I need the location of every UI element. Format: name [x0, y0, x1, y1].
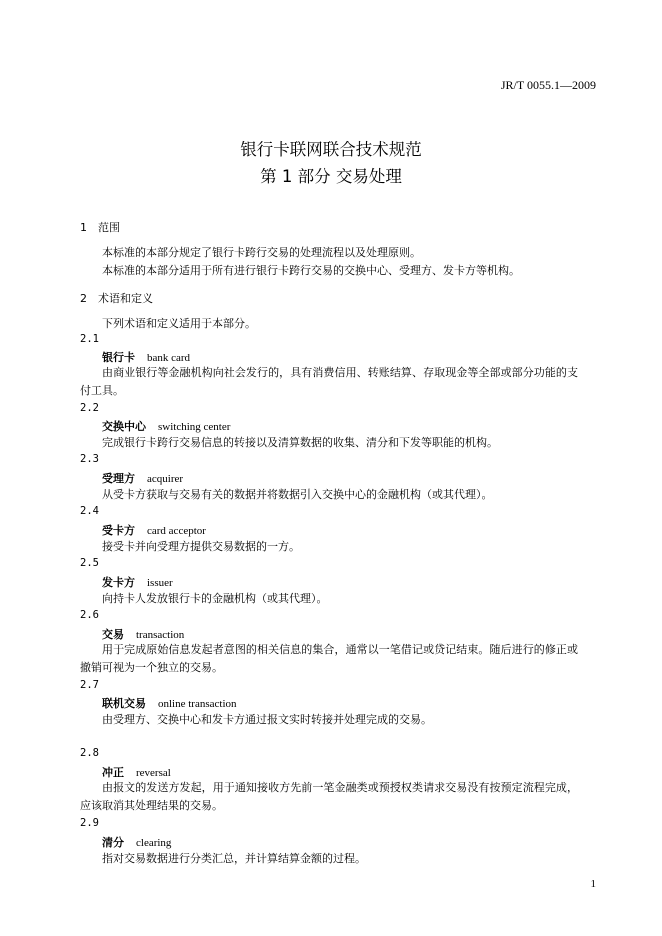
term-entry [102, 834, 171, 850]
term-definition: 用于完成原始信息发起者意图的相关信息的集合，通常以一笔借记或贷记结束。随后进行的修正或撤销可视为一个独立的交易。 [80, 643, 578, 674]
paragraph: 本标准的本部分适用于所有进行银行卡跨行交易的交换中心、受理方、发卡方等机构。 [102, 264, 520, 277]
term-entry [102, 418, 230, 434]
page-number: 1 [590, 878, 596, 890]
document-title: 银行卡联网联合技术规范 [240, 140, 422, 159]
term-number: 2.5 [80, 557, 99, 569]
section-number: 2 [80, 292, 87, 305]
term-definition: 向持卡人发放银行卡的金融机构（或其代理）。 [102, 592, 328, 605]
term-zh: 受理方 [102, 472, 135, 485]
term-entry [102, 764, 171, 780]
document-subtitle: 第 1 部分 交易处理 [260, 167, 402, 186]
term-zh: 交易 [102, 628, 124, 641]
term-definition: 从受卡方获取与交易有关的数据并将数据引入交换中心的金融机构（或其代理）。 [102, 488, 493, 501]
term-entry [102, 349, 190, 365]
term-number: 2.3 [80, 453, 99, 465]
term-en: reversal [136, 767, 171, 779]
term-entry [102, 695, 237, 711]
paragraph: 下列术语和定义适用于本部分。 [102, 317, 256, 330]
term-en: card acceptor [147, 525, 206, 537]
term-entry [102, 626, 184, 642]
term-number: 2.8 [80, 747, 99, 759]
term-number: 2.6 [80, 609, 99, 621]
term-definition: 指对交易数据进行分类汇总，并计算结算金额的过程。 [102, 852, 366, 865]
term-entry [102, 470, 183, 486]
term-en: transaction [136, 629, 185, 641]
term-en: acquirer [147, 473, 184, 485]
term-definition: 由报文的发送方发起，用于通知接收方先前一笔金融类或预授权类请求交易没有按预定流程完成，应该取消其处理结果的交易。 [80, 781, 578, 812]
document-number: JR/T 0055.1—2009 [500, 78, 596, 92]
term-en: issuer [147, 577, 173, 589]
paragraph: 本标准的本部分规定了银行卡跨行交易的处理流程以及处理原则。 [102, 246, 421, 259]
section-title: 范围 [98, 221, 120, 234]
term-number: 2.7 [80, 679, 99, 691]
term-en: bank card [147, 352, 191, 364]
term-zh: 受卡方 [102, 524, 135, 537]
term-definition: 接受卡并向受理方提供交易数据的一方。 [102, 540, 300, 553]
term-zh: 发卡方 [102, 576, 135, 589]
term-entry [102, 522, 206, 538]
term-zh: 银行卡 [102, 351, 135, 364]
term-en: clearing [136, 837, 172, 849]
term-zh: 联机交易 [102, 697, 146, 710]
term-number: 2.1 [80, 333, 99, 345]
term-en: online transaction [158, 698, 237, 710]
term-definition: 完成银行卡跨行交易信息的转接以及清算数据的收集、清分和下发等职能的机构。 [102, 436, 498, 449]
section-title: 术语和定义 [98, 292, 153, 305]
term-number: 2.2 [80, 402, 99, 414]
term-zh: 冲正 [102, 766, 124, 779]
term-zh: 清分 [102, 836, 124, 849]
section-2-heading [80, 290, 153, 306]
term-number: 2.4 [80, 505, 99, 517]
term-en: switching center [158, 421, 231, 433]
term-number: 2.9 [80, 817, 99, 829]
term-definition: 由商业银行等金融机构向社会发行的，具有消费信用、转账结算、存取现金等全部或部分功能的支付工具。 [80, 366, 578, 397]
term-zh: 交换中心 [102, 420, 146, 433]
section-number: 1 [80, 221, 87, 234]
section-1-heading [80, 219, 120, 235]
term-entry [102, 574, 173, 590]
term-definition: 由受理方、交换中心和发卡方通过报文实时转接并处理完成的交易。 [102, 713, 432, 726]
